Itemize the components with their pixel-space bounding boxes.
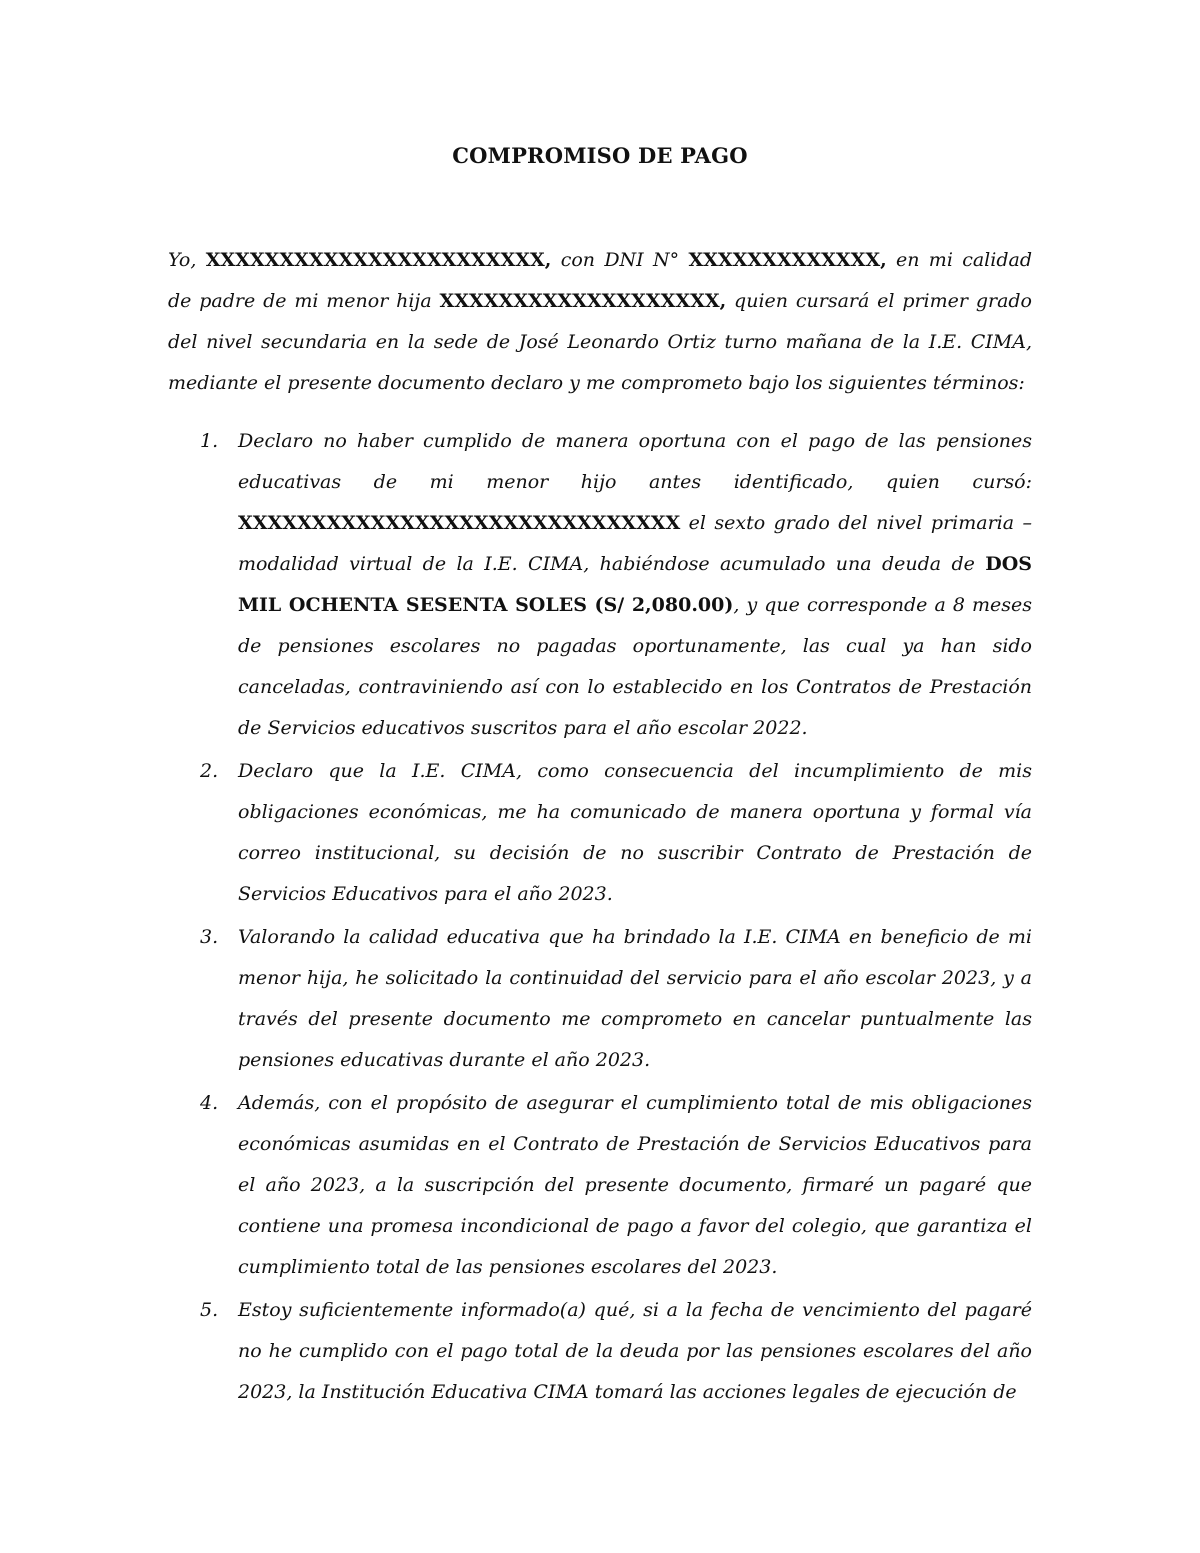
clause-number: 2.	[200, 760, 219, 782]
clause-3	[168, 917, 1032, 1081]
clause-5	[168, 1290, 1032, 1413]
child-name-placeholder: XXXXXXXXXXXXXXXXXXX,	[439, 290, 727, 312]
document-title: COMPROMISO DE PAGO	[452, 143, 748, 168]
intro-text-2: con DNI N°	[551, 249, 689, 271]
intro-text-1: Yo,	[168, 249, 206, 271]
intro-text-4: quien cursará el primer grado del nivel secundaria en la sede de José Leonardo Ortiz turno mañana de la I.E. CIMA, mediante el presente documento declaro y me comprometo bajo los siguientes términos:	[168, 290, 1032, 394]
clause-number: 1.	[200, 430, 219, 452]
clause-4	[168, 1083, 1032, 1288]
clause-number: 3.	[200, 926, 219, 948]
clause-5-text: Estoy suficientemente informado(a) qué, si a la fecha de vencimiento del pagaré no he cumplido con el pago total de la deuda por las pensiones escolares del año 2023, la Institución Educativa CIMA tomará las acciones legales de ejecución de	[238, 1299, 1032, 1403]
clause-number: 4.	[200, 1092, 219, 1114]
clause-1-text-3: , y que corresponde a 8 meses de pensiones escolares no pagadas oportunamente, las cual ya han sido canceladas, contraviniendo así con lo establecido en los Contratos de Prestación de Servicios educativos suscritos para el año escolar 2022.	[238, 594, 1033, 739]
clause-number: 5.	[200, 1299, 219, 1321]
clause-2	[168, 751, 1032, 915]
student-name-placeholder: XXXXXXXXXXXXXXXXXXXXXXXXXXXXXX	[238, 512, 681, 534]
clause-2-text: Declaro que la I.E. CIMA, como consecuencia del incumplimiento de mis obligaciones económicas, me ha comunicado de manera oportuna y formal vía correo institucional, su decisión de no suscribir Contrato de Prestación de Servicios Educativos para el año 2023.	[238, 760, 1032, 905]
clause-1-text-1: Declaro no haber cumplido de manera oportuna con el pago de las pensiones educativas de mi menor hijo antes identificado, quien cursó:	[238, 430, 1032, 493]
intro-paragraph	[168, 240, 1032, 404]
intro-text-3: en mi calidad de padre de mi menor hija	[168, 249, 1032, 312]
debt-amount: DOS MIL OCHENTA SESENTA SOLES (S/ 2,080.00)	[238, 553, 1032, 616]
clause-3-text: Valorando la calidad educativa que ha brindado la I.E. CIMA en beneficio de mi menor hija, he solicitado la continuidad del servicio para el año escolar 2023, y a través del presente documento me comprometo en cancelar puntualmente las pensiones educativas durante el año 2023.	[238, 926, 1032, 1071]
dni-placeholder: XXXXXXXXXXXXX,	[688, 249, 887, 271]
clauses-list	[168, 421, 1032, 1415]
clause-4-text: Además, con el propósito de asegurar el cumplimiento total de mis obligaciones económicas asumidas en el Contrato de Prestación de Servicios Educativos para el año 2023, a la suscripción del presente documento, firmaré un pagaré que contiene una promesa incondicional de pago a favor del colegio, que garantiza el cumplimiento total de las pensiones escolares del 2023.	[238, 1092, 1032, 1278]
clause-1	[168, 421, 1032, 749]
parent-name-placeholder: XXXXXXXXXXXXXXXXXXXXXXX,	[205, 249, 552, 271]
clause-1-text-2: el sexto grado del nivel primaria – modalidad virtual de la I.E. CIMA, habiéndose acumulado una deuda de	[238, 512, 1032, 575]
